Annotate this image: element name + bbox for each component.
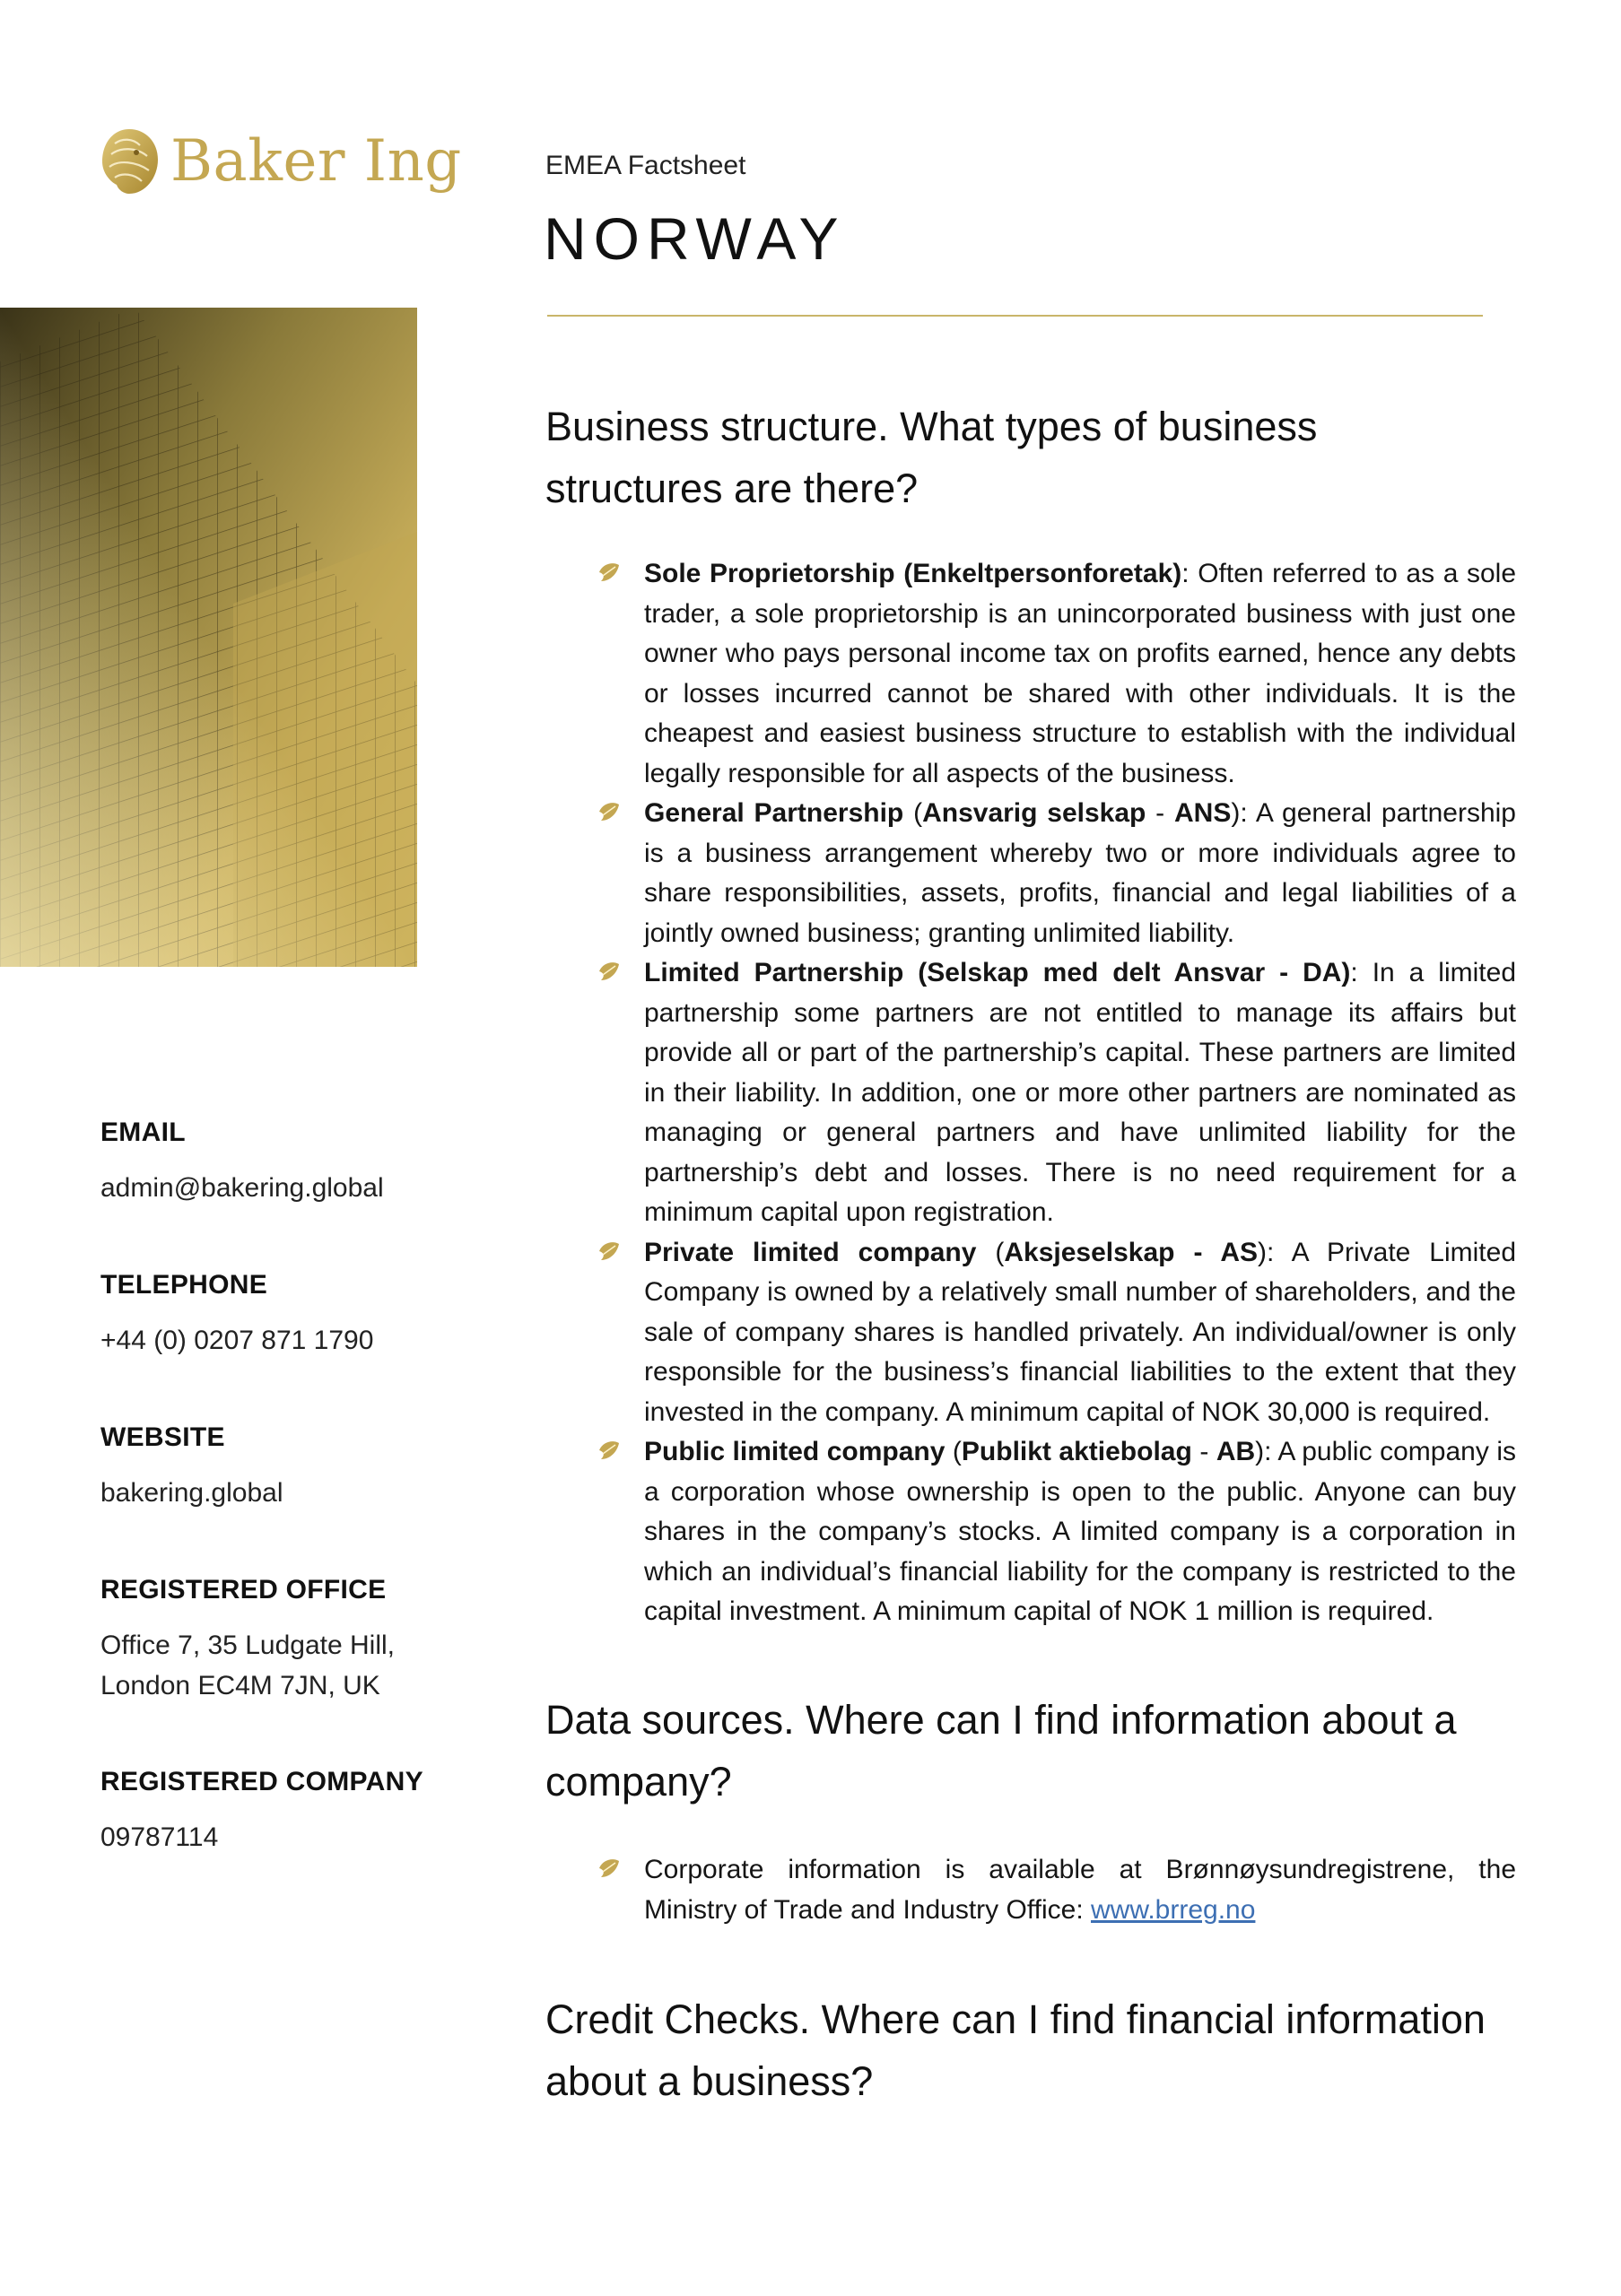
section-heading: Data sources. Where can I find information about a company? xyxy=(545,1697,1457,1805)
contact-value xyxy=(100,1625,423,1706)
list-item: Private limited company (Aksjeselskap - AS): A Private Limited Company is owned by a relatively small number of shareholders, and the sale of company shares is handled privately. An individual/owner is only responsible for the business’s financial liabilities to the extent that they invested in the company. A minimum capital of NOK 30,000 is required. xyxy=(545,1233,1516,1433)
contact-label: EMAIL xyxy=(100,1118,186,1147)
contact-label: WEBSITE xyxy=(100,1422,225,1452)
brand-name: Baker Ing xyxy=(170,128,462,195)
lion-head-icon xyxy=(97,126,161,197)
section-data-sources xyxy=(545,1689,1516,1930)
contact-value: 09787114 xyxy=(100,1822,219,1852)
contact-value[interactable]: admin@bakering.global xyxy=(100,1173,384,1203)
contact-label: TELEPHONE xyxy=(100,1270,268,1300)
contact-value[interactable]: bakering.global xyxy=(100,1478,283,1508)
contact-label: REGISTERED COMPANY xyxy=(100,1767,423,1796)
gold-leaf-bullet-icon xyxy=(597,1857,621,1879)
gold-leaf-bullet-icon xyxy=(597,561,621,583)
section-business-structure xyxy=(545,396,1516,1632)
contact-registered-company xyxy=(100,1767,423,1857)
contact-email xyxy=(100,1118,423,1208)
brreg-link[interactable]: www.brreg.no xyxy=(1091,1894,1256,1925)
building-photo xyxy=(0,308,417,967)
list-item: Public limited company (Publikt aktiebolag - AB): A public company is a corporation whose ownership is open to the public. Anyone can buy shares in the company’s stocks. A limited company is a corporation in which an individual’s financial liability for the company is restricted to the capital investment. A minimum capital of NOK 1 million is required. xyxy=(545,1432,1516,1632)
contact-registered-office xyxy=(100,1575,423,1706)
section-heading: Business structure. What types of business structures are there? xyxy=(545,404,1318,511)
business-structure-list xyxy=(545,554,1516,1632)
factsheet-eyebrow: EMEA Factsheet xyxy=(545,151,746,180)
contact-value[interactable]: +44 (0) 0207 871 1790 xyxy=(100,1326,374,1355)
contact-website xyxy=(100,1422,423,1513)
address-line: Office 7, 35 Ludgate Hill, xyxy=(100,1631,395,1660)
gold-leaf-bullet-icon xyxy=(597,1240,621,1262)
page-title: NORWAY xyxy=(544,205,846,272)
list-item: Sole Proprietorship (Enkeltpersonforetak): Often referred to as a sole trader, a sole proprietorship is an unincorporated business with just one owner who pays personal income tax on profits earned, hence any debts or losses incurred cannot be shared with other individuals. It is the cheapest and easiest business structure to establish with the individual legally responsible for all aspects of the business. xyxy=(545,554,1516,794)
header-divider xyxy=(547,315,1483,317)
list-item: General Partnership (Ansvarig selskap - ANS): A general partnership is a business arrangement whereby two or more individuals agree to share responsibilities, assets, profits, financial and legal liabilities of a jointly owned business; granting unlimited liability. xyxy=(545,794,1516,953)
section-credit-checks xyxy=(545,1988,1516,2112)
address-line: London EC4M 7JN, UK xyxy=(100,1671,380,1700)
section-heading: Credit Checks. Where can I find financial information about a business? xyxy=(545,1996,1486,2104)
gold-leaf-bullet-icon xyxy=(597,801,621,822)
brand-logo xyxy=(97,126,462,197)
gold-leaf-bullet-icon xyxy=(597,1439,621,1461)
contact-label: REGISTERED OFFICE xyxy=(100,1575,387,1605)
contact-telephone xyxy=(100,1270,423,1361)
list-item: Limited Partnership (Selskap med delt Ansvar - DA): In a limited partnership some partners are not entitled to manage its affairs but provide all or part of the partnership’s capital. These partners are limited in their liability. In addition, one or more other partners are nominated as managing or general partners and have unlimited liability for the partnership’s debt and losses. There is no need requirement for a minimum capital upon registration. xyxy=(545,953,1516,1233)
list-item: Corporate information is available at Brønnøysundregistrene, the Ministry of Trade and Industry Office: www.brreg.no xyxy=(545,1850,1516,1930)
gold-leaf-bullet-icon xyxy=(597,961,621,982)
data-sources-list xyxy=(545,1850,1516,1930)
